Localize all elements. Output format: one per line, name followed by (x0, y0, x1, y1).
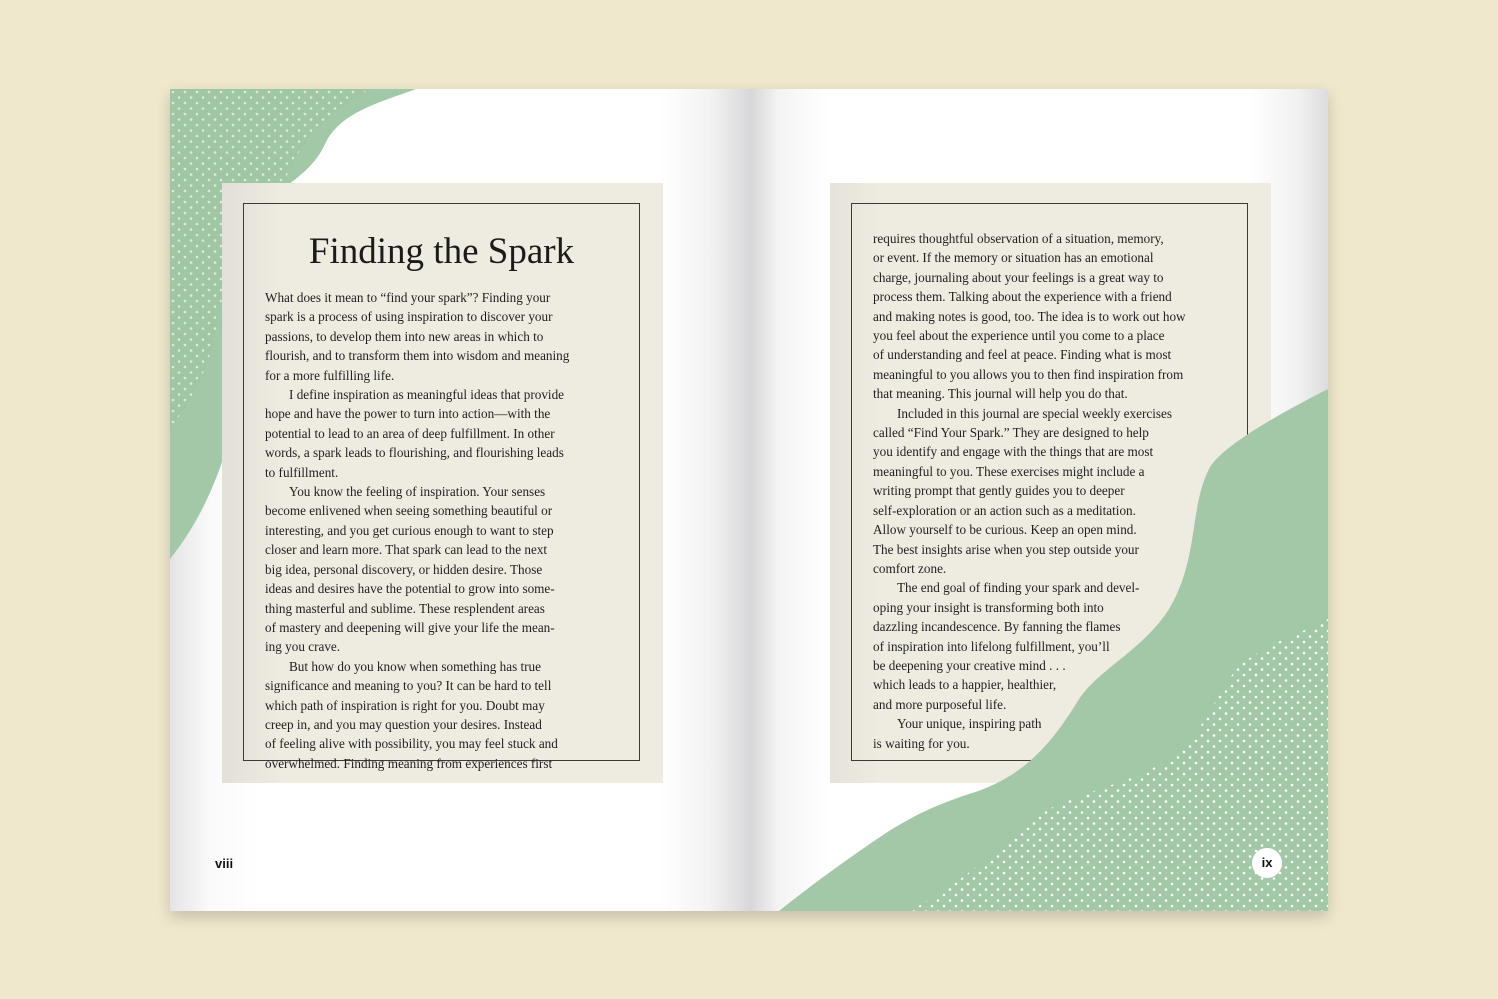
page-number-left: viii (215, 856, 234, 871)
text-line: meaningful to you. These exercises might include a (873, 463, 1145, 479)
text-line: dazzling incandescence. By fanning the flames (873, 619, 1121, 635)
text-line: called “Find Your Spark.” They are designed to help (873, 425, 1149, 441)
text-line: of inspiration into lifelong fulfillment, you’ll (873, 638, 1110, 654)
text-line: What does it mean to “find your spark”? Finding your (265, 290, 551, 305)
text-line: overwhelmed. Finding meaning from experiences first (265, 755, 553, 771)
text-line: self-exploration or an action such as a meditation. (873, 502, 1136, 518)
text-line: hope and have the power to turn into action—with the (265, 406, 551, 422)
left-body-text (265, 288, 625, 773)
left-text-frame (243, 203, 640, 771)
text-line: of mastery and deepening will give your life the mean- (265, 619, 555, 635)
left-page (170, 89, 749, 911)
text-line: become enlivened when seeing something beautiful or (265, 503, 553, 519)
text-line: Included in this journal are special weekly exercises (897, 405, 1172, 421)
text-line: is waiting for you. (873, 735, 970, 751)
paragraph (265, 385, 625, 482)
text-line: you feel about the experience until you come to a place (873, 328, 1165, 344)
text-line: of understanding and feel at peace. Finding what is most (873, 347, 1172, 363)
right-page (749, 89, 1328, 911)
page-number-right: ix (1252, 848, 1282, 878)
text-line: or event. If the memory or situation has an emotional (873, 250, 1154, 266)
text-line: you identify and engage with the things that are most (873, 444, 1154, 460)
text-line: words, a spark leads to flourishing, and flourishing leads (265, 445, 564, 461)
chapter-title: Finding the Spark (308, 231, 575, 272)
text-line: and making notes is good, too. The idea is to work out how (873, 308, 1186, 324)
text-line: I define inspiration as meaningful ideas that provide (289, 387, 565, 403)
text-line: The best insights arise when you step outside your (873, 541, 1139, 557)
text-line: requires thoughtful observation of a situation, memory, (873, 231, 1164, 246)
text-line: for a more fulfilling life. (265, 367, 395, 383)
text-line: charge, journaling about your feelings is a great way to (873, 269, 1164, 285)
book-spread (170, 89, 1328, 911)
text-line: creep in, and you may question your desires. Instead (265, 716, 542, 732)
text-line: of feeling alive with possibility, you may feel stuck and (265, 736, 558, 752)
text-line: writing prompt that gently guides you to deeper (873, 483, 1125, 499)
text-line: which leads to a happier, healthier, (873, 677, 1057, 693)
text-line: The end goal of finding your spark and devel- (897, 580, 1140, 596)
right-wave-decoration (749, 89, 1328, 911)
text-line: closer and learn more. That spark can lead to the next (265, 542, 548, 558)
text-line: passions, to develop them into new areas in which to (265, 328, 544, 344)
text-line: thing masterful and sublime. These resplendent areas (265, 600, 545, 616)
text-line: ideas and desires have the potential to grow into some- (265, 581, 555, 597)
text-line: spark is a process of using inspiration to discover your (265, 309, 553, 325)
text-line: ing you crave. (265, 639, 341, 655)
text-line: comfort zone. (873, 560, 947, 576)
text-line: Allow yourself to be curious. Keep an open mind. (873, 522, 1137, 538)
text-line: But how do you know when something has true (289, 658, 542, 674)
text-line: interesting, and you get curious enough to want to step (265, 522, 554, 538)
text-line: potential to lead to an area of deep fulfillment. In other (265, 425, 555, 441)
paragraph (265, 482, 625, 657)
text-line: process them. Talking about the experience with a friend (873, 289, 1172, 305)
left-text-panel (222, 183, 663, 783)
text-line: Your unique, inspiring path (897, 716, 1042, 732)
text-line: oping your insight is transforming both into (873, 599, 1104, 615)
paragraph (265, 657, 625, 773)
text-line: big idea, personal discovery, or hidden desire. Those (265, 561, 543, 577)
text-line: significance and meaning to you? It can be hard to tell (265, 678, 552, 694)
text-line: which path of inspiration is right for you. Doubt may (265, 697, 545, 713)
text-line: You know the feeling of inspiration. Your senses (289, 484, 546, 500)
text-line: flourish, and to transform them into wisdom and meaning (265, 348, 570, 364)
text-line: to fulfillment. (265, 464, 339, 480)
text-line: and more purposeful life. (873, 696, 1007, 712)
text-line: that meaning. This journal will help you do that. (873, 386, 1128, 402)
text-line: be deepening your creative mind . . . (873, 657, 1066, 673)
paragraph (265, 288, 625, 385)
text-line: meaningful to you allows you to then find inspiration from (873, 366, 1184, 382)
